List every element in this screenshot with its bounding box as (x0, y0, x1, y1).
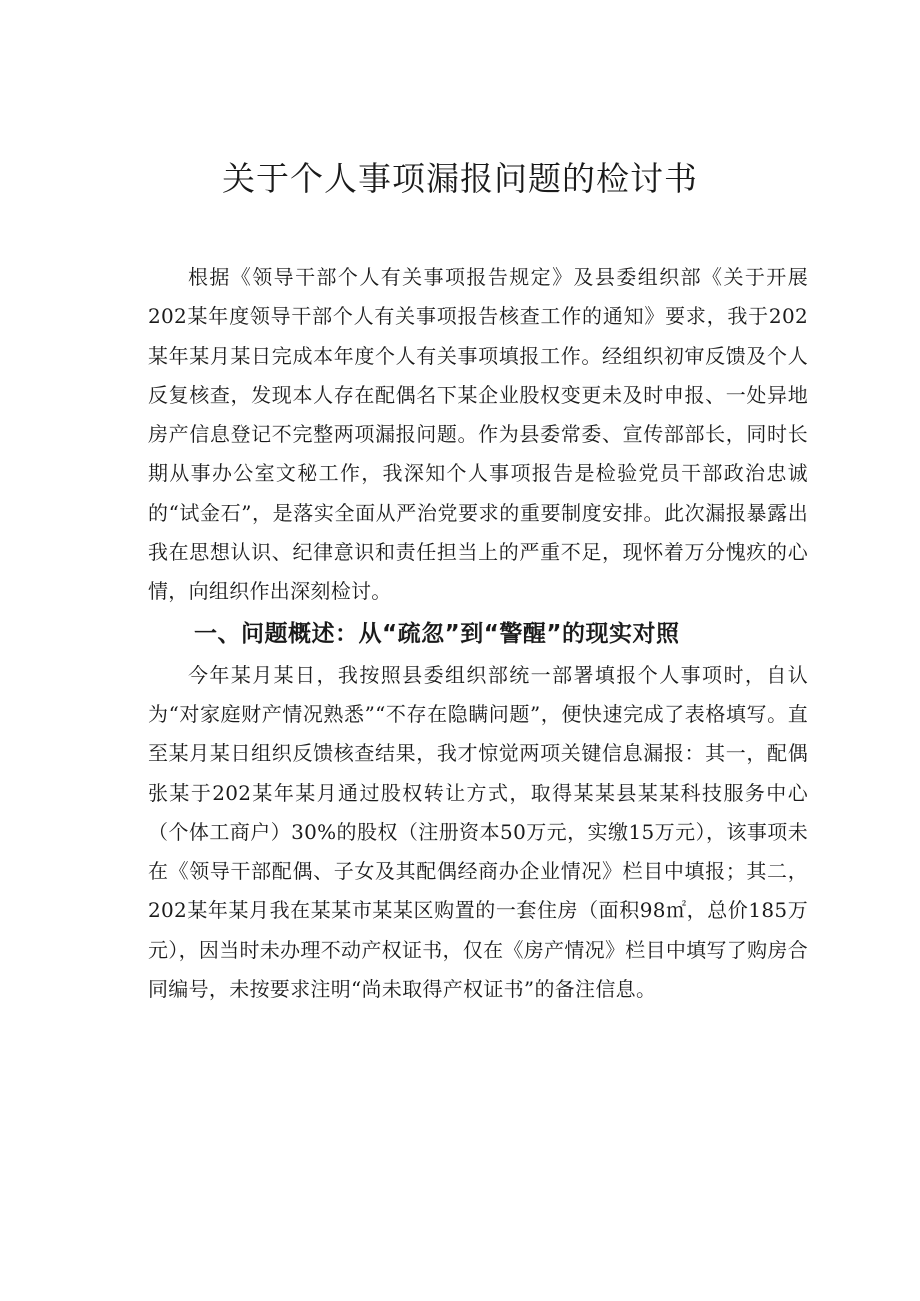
document-title: 关于个人事项漏报问题的检讨书 (222, 159, 698, 198)
paragraph-problem-details: 今年某月某日，我按照县委组织部统一部署填报个人事项时，自认为“对家庭财产情况熟悉”“不存在隐瞒问题”，便快速完成了表格填写。直至某月某日组织反馈核查结果，我才惊觉两项关键信息漏报：其一，配偶张某于202某年某月通过股权转让方式，取得某某县某某科技服务中心（个体工商户）30%的股权（注册资本50万元，实缴15万元），该事项未在《领导干部配偶、子女及其配偶经商办企业情况》栏目中填报；其二，202某年某月我在某某市某某区购置的一套住房（面积98㎡，总价185万元），因当时未办理不动产权证书，仅在《房产情况》栏目中填写了购房合同编号，未按要求注明“尚未取得产权证书”的备注信息。 (148, 662, 808, 1002)
paragraph-intro: 根据《领导干部个人有关事项报告规定》及县委组织部《关于开展202某年度领导干部个人有关事项报告核查工作的通知》要求，我于202某年某月某日完成本年度个人有关事项填报工作。经组织初审反馈及个人反复核查，发现本人存在配偶名下某企业股权变更未及时申报、一处异地房产信息登记不完整两项漏报问题。作为县委常委、宣传部部长，同时长期从事办公室文秘工作，我深知个人事项报告是检验党员干部政治忠诚的“试金石”，是落实全面从严治党要求的重要制度安排。此次漏报暴露出我在思想认识、纪律意识和责任担当上的严重不足，现怀着万分愧疚的心情，向组织作出深刻检讨。 (148, 265, 808, 604)
section-heading-problem-overview: 一、问题概述：从“疏忽”到“警醒”的现实对照 (194, 620, 680, 647)
